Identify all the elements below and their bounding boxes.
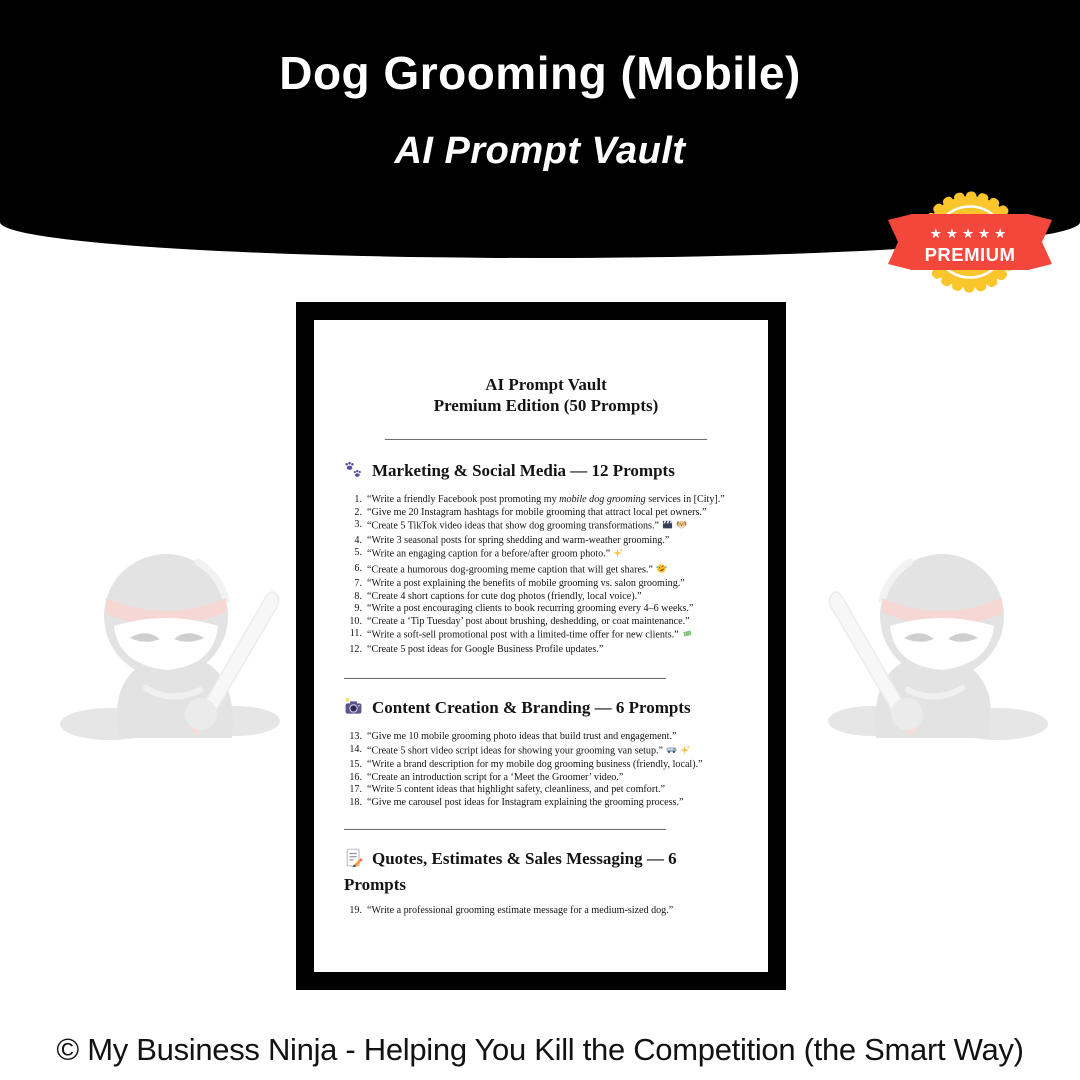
prompt-text: “Create a ‘Tip Tuesday’ post about brushing, deshedding, or coat maintenance.”	[367, 615, 690, 627]
prompt-number: 14.	[349, 743, 362, 755]
prompt-text: “Write 3 seasonal posts for spring shedding and warm-weather grooming.”	[367, 534, 670, 546]
memo-pencil-icon	[344, 848, 363, 873]
sparkles-icon	[613, 547, 624, 563]
prompt-item	[344, 628, 748, 644]
prompt-number: 15.	[349, 759, 362, 771]
prompt-text: “Create 4 short captions for cute dog photos (friendly, local voice).”	[367, 590, 642, 602]
document-frame	[296, 302, 786, 990]
prompt-text: “Give me carousel post ideas for Instagram explaining the grooming process.”	[367, 796, 684, 808]
prompt-item	[344, 494, 748, 507]
prompt-number: 9.	[354, 603, 362, 615]
prompt-text: “Give me 10 mobile grooming photo ideas that build trust and engagement.”	[367, 731, 677, 743]
prompt-item	[344, 616, 748, 629]
section-heading-label: Content Creation & Branding — 6 Prompts	[372, 697, 691, 717]
prompt-text: “Create a humorous dog-grooming meme caption that will get shares.”	[367, 563, 748, 579]
premium-seal-badge	[884, 180, 1056, 306]
prompt-text: “Give me 20 Instagram hashtags for mobile grooming that attract local pet owners.”	[367, 506, 707, 518]
laughing-face-icon	[656, 563, 667, 579]
prompt-item	[344, 603, 748, 616]
prompt-number: 19.	[349, 905, 362, 917]
prompt-number: 8.	[354, 590, 362, 602]
prompt-number: 5.	[354, 547, 362, 559]
prompt-number: 2.	[354, 506, 362, 518]
prompt-number: 6.	[354, 562, 362, 574]
section-heading-quotes	[344, 847, 730, 897]
prompt-item	[344, 563, 748, 579]
prompt-item	[344, 797, 748, 810]
movie-clapper-icon	[662, 519, 673, 535]
prompt-number: 3.	[354, 519, 362, 531]
prompt-number: 7.	[354, 578, 362, 590]
prompt-number: 4.	[354, 534, 362, 546]
prompt-text: “Write a post encouraging clients to book recurring grooming every 4–6 weeks.”	[367, 603, 694, 615]
prompt-item	[344, 784, 748, 797]
ninja-watermark	[812, 538, 1060, 750]
section-heading-content-creation	[344, 696, 730, 722]
dog-face-icon	[676, 519, 687, 535]
prompt-list-quotes	[344, 905, 748, 918]
prompt-number: 12.	[349, 643, 362, 655]
prompt-item	[344, 731, 748, 744]
prompt-text: “Create 5 short video script ideas for showing your grooming van setup.”	[367, 744, 748, 760]
prompt-item	[344, 644, 748, 657]
page-title: Dog Grooming (Mobile)	[279, 47, 801, 99]
divider: ______________________________________________	[344, 666, 666, 682]
prompt-number: 11.	[349, 628, 362, 640]
prompt-item	[344, 759, 748, 772]
section-heading-marketing	[344, 459, 730, 485]
prompt-item	[344, 591, 748, 604]
prompt-number: 1.	[354, 494, 362, 506]
prompt-text: “Write a professional grooming estimate message for a medium-sized dog.”	[367, 905, 674, 917]
document-title	[344, 374, 748, 417]
sparkles-icon	[680, 744, 691, 760]
section-heading-label: Quotes, Estimates & Sales Messaging — 6 Prompts	[344, 848, 677, 895]
page-subtitle: AI Prompt Vault	[394, 130, 686, 172]
prompt-text: “Create 5 TikTok video ideas that show dog grooming transformations.”	[367, 519, 748, 535]
prompt-text: “Create 5 post ideas for Google Business Profile updates.”	[367, 643, 604, 655]
prompt-item	[344, 772, 748, 785]
prompt-text: “Write a brand description for my mobile dog grooming business (friendly, local).”	[367, 759, 703, 771]
prompt-list-marketing	[344, 494, 748, 656]
badge-stars: ★★★★★	[929, 226, 1011, 242]
document-title-line2: Premium Edition (50 Prompts)	[433, 396, 659, 416]
prompt-number: 10.	[349, 615, 362, 627]
section-heading-label: Marketing & Social Media — 12 Prompts	[372, 460, 675, 480]
prompt-item	[344, 905, 748, 918]
prompt-item	[344, 578, 748, 591]
footer-tagline: © My Business Ninja - Helping You Kill the Competition (the Smart Way)	[56, 1032, 1024, 1067]
prompt-list-content-creation	[344, 731, 748, 809]
document-page	[314, 320, 768, 972]
prompt-number: 13.	[349, 731, 362, 743]
divider: ______________________________________________	[385, 426, 707, 442]
money-with-wings-icon	[682, 628, 693, 644]
prompt-item	[344, 535, 748, 548]
prompt-text: “Write 5 content ideas that highlight safety, cleanliness, and pet comfort.”	[367, 784, 666, 796]
badge-label: PREMIUM	[924, 244, 1016, 265]
camera-flash-icon	[344, 697, 363, 722]
prompt-text: “Write a post explaining the benefits of mobile grooming vs. salon grooming.”	[367, 578, 685, 590]
prompt-text: “Write a soft-sell promotional post with a limited-time offer for new clients.”	[367, 628, 748, 644]
prompt-item	[344, 744, 748, 760]
prompt-number: 16.	[349, 771, 362, 783]
prompt-number: 17.	[349, 784, 362, 796]
paw-prints-icon	[344, 460, 363, 485]
document-title-line1: AI Prompt Vault	[485, 375, 607, 394]
prompt-text: “Write a friendly Facebook post promoting my mobile dog grooming services in [City].”	[367, 494, 725, 506]
van-icon	[666, 744, 677, 760]
prompt-number: 18.	[349, 796, 362, 808]
prompt-item	[344, 507, 748, 520]
prompt-text: “Create an introduction script for a ‘Meet the Groomer’ video.”	[367, 771, 624, 783]
prompt-item	[344, 547, 748, 563]
prompt-text: “Write an engaging caption for a before/after groom photo.”	[367, 547, 748, 563]
ninja-watermark	[48, 538, 296, 750]
divider: ______________________________________________	[344, 817, 666, 833]
prompt-item	[344, 519, 748, 535]
